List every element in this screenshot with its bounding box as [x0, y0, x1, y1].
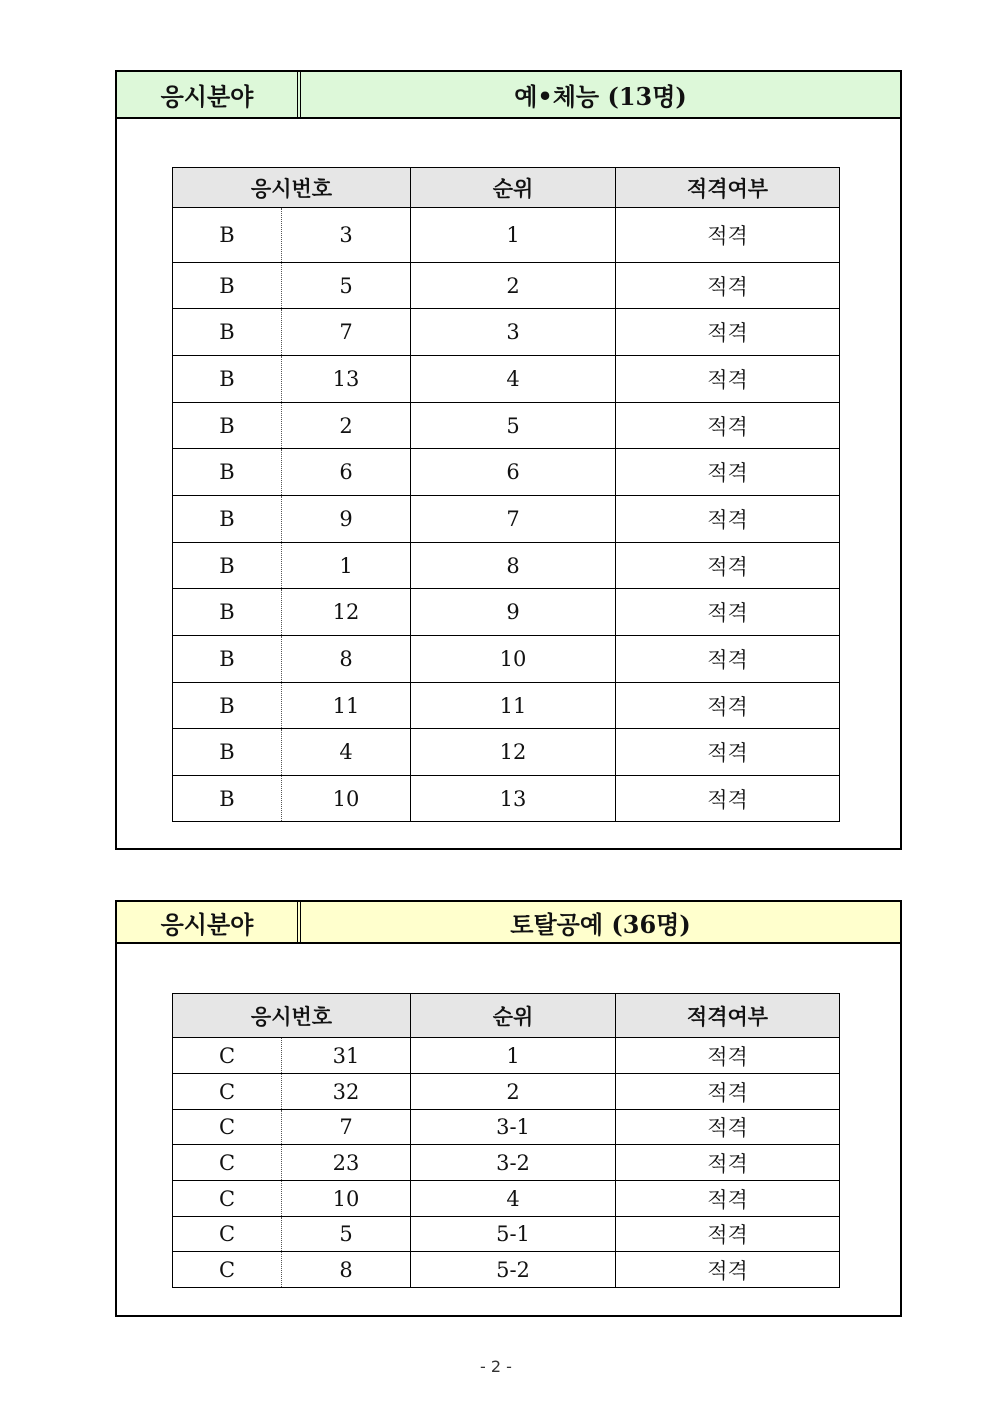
rank-cell: 1	[411, 1038, 616, 1074]
exam-prefix-cell: B	[173, 776, 282, 822]
table-row	[173, 636, 840, 683]
eligibility-cell: 적격	[616, 776, 840, 822]
exam-prefix-cell: C	[173, 1110, 282, 1145]
exam-prefix-cell: C	[173, 1252, 282, 1288]
exam-number-cell: 13	[282, 356, 411, 403]
header-exam-number: 응시번호	[173, 168, 411, 208]
section-arts-sports	[115, 70, 902, 850]
exam-number-cell: 32	[282, 1074, 411, 1110]
exam-number-cell: 5	[282, 1217, 411, 1252]
rank-cell: 3-1	[411, 1110, 616, 1145]
exam-prefix-cell: B	[173, 309, 282, 356]
rank-cell: 12	[411, 729, 616, 776]
eligibility-cell: 적격	[616, 263, 840, 309]
exam-number-cell: 1	[282, 543, 411, 589]
exam-number-cell: 10	[282, 1181, 411, 1217]
eligibility-cell: 적격	[616, 1145, 840, 1181]
exam-number-cell: 6	[282, 449, 411, 496]
exam-number-cell: 23	[282, 1145, 411, 1181]
section-header	[117, 902, 900, 944]
table-row	[173, 589, 840, 636]
section-header	[117, 72, 900, 119]
exam-number-cell: 4	[282, 729, 411, 776]
eligibility-cell: 적격	[616, 683, 840, 729]
page-number: - 2 -	[480, 1357, 512, 1376]
rank-cell: 2	[411, 1074, 616, 1110]
eligibility-cell: 적격	[616, 1252, 840, 1288]
exam-prefix-cell: B	[173, 356, 282, 403]
exam-prefix-cell: C	[173, 1074, 282, 1110]
exam-prefix-cell: B	[173, 683, 282, 729]
table-row	[173, 449, 840, 496]
table-row	[173, 776, 840, 822]
rank-cell: 1	[411, 208, 616, 263]
rank-cell: 9	[411, 589, 616, 636]
rank-cell: 6	[411, 449, 616, 496]
table-row	[173, 356, 840, 403]
section-total-crafts	[115, 900, 902, 1317]
eligibility-cell: 적격	[616, 543, 840, 589]
table-row	[173, 1145, 840, 1181]
exam-number-cell: 8	[282, 1252, 411, 1288]
table-row	[173, 543, 840, 589]
exam-prefix-cell: C	[173, 1181, 282, 1217]
rank-cell: 10	[411, 636, 616, 683]
rank-cell: 7	[411, 496, 616, 543]
header-eligibility: 적격여부	[616, 994, 840, 1038]
rank-cell: 2	[411, 263, 616, 309]
exam-number-cell: 5	[282, 263, 411, 309]
rank-cell: 5	[411, 403, 616, 449]
eligibility-cell: 적격	[616, 1038, 840, 1074]
table-row	[173, 1217, 840, 1252]
results-table	[172, 993, 840, 1288]
header-eligibility: 적격여부	[616, 168, 840, 208]
eligibility-cell: 적격	[616, 589, 840, 636]
exam-number-cell: 9	[282, 496, 411, 543]
table-row	[173, 403, 840, 449]
exam-prefix-cell: C	[173, 1217, 282, 1252]
eligibility-cell: 적격	[616, 208, 840, 263]
table-row	[173, 309, 840, 356]
table-row	[173, 208, 840, 263]
exam-prefix-cell: B	[173, 636, 282, 683]
exam-number-cell: 31	[282, 1038, 411, 1074]
table-row	[173, 683, 840, 729]
field-title: 토탈공예 (36명)	[510, 909, 691, 939]
exam-number-cell: 2	[282, 403, 411, 449]
rank-cell: 4	[411, 1181, 616, 1217]
field-label: 응시분야	[117, 72, 301, 117]
eligibility-cell: 적격	[616, 1181, 840, 1217]
exam-prefix-cell: C	[173, 1038, 282, 1074]
eligibility-cell: 적격	[616, 729, 840, 776]
exam-prefix-cell: B	[173, 403, 282, 449]
exam-number-cell: 8	[282, 636, 411, 683]
table-row	[173, 1110, 840, 1145]
exam-prefix-cell: B	[173, 208, 282, 263]
header-rank: 순위	[411, 994, 616, 1038]
table-row	[173, 729, 840, 776]
exam-prefix-cell: B	[173, 496, 282, 543]
header-rank: 순위	[411, 168, 616, 208]
field-label: 응시분야	[117, 902, 301, 942]
eligibility-cell: 적격	[616, 356, 840, 403]
exam-number-cell: 3	[282, 208, 411, 263]
rank-cell: 11	[411, 683, 616, 729]
eligibility-cell: 적격	[616, 496, 840, 543]
eligibility-cell: 적격	[616, 636, 840, 683]
table-row	[173, 1038, 840, 1074]
eligibility-cell: 적격	[616, 1110, 840, 1145]
rank-cell: 5-1	[411, 1217, 616, 1252]
eligibility-cell: 적격	[616, 449, 840, 496]
exam-number-cell: 7	[282, 1110, 411, 1145]
table-row	[173, 1074, 840, 1110]
eligibility-cell: 적격	[616, 403, 840, 449]
exam-number-cell: 12	[282, 589, 411, 636]
eligibility-cell: 적격	[616, 1217, 840, 1252]
exam-prefix-cell: B	[173, 589, 282, 636]
header-exam-number: 응시번호	[173, 994, 411, 1038]
rank-cell: 3-2	[411, 1145, 616, 1181]
exam-prefix-cell: B	[173, 729, 282, 776]
rank-cell: 13	[411, 776, 616, 822]
rank-cell: 4	[411, 356, 616, 403]
table-row	[173, 263, 840, 309]
exam-prefix-cell: B	[173, 449, 282, 496]
table-row	[173, 496, 840, 543]
rank-cell: 8	[411, 543, 616, 589]
rank-cell: 3	[411, 309, 616, 356]
rank-cell: 5-2	[411, 1252, 616, 1288]
field-title: 예•체능 (13명)	[514, 82, 687, 111]
exam-prefix-cell: C	[173, 1145, 282, 1181]
table-row	[173, 1252, 840, 1288]
eligibility-cell: 적격	[616, 309, 840, 356]
results-table	[172, 167, 840, 822]
eligibility-cell: 적격	[616, 1074, 840, 1110]
exam-number-cell: 7	[282, 309, 411, 356]
exam-prefix-cell: B	[173, 263, 282, 309]
exam-prefix-cell: B	[173, 543, 282, 589]
exam-number-cell: 11	[282, 683, 411, 729]
exam-number-cell: 10	[282, 776, 411, 822]
table-row	[173, 1181, 840, 1217]
